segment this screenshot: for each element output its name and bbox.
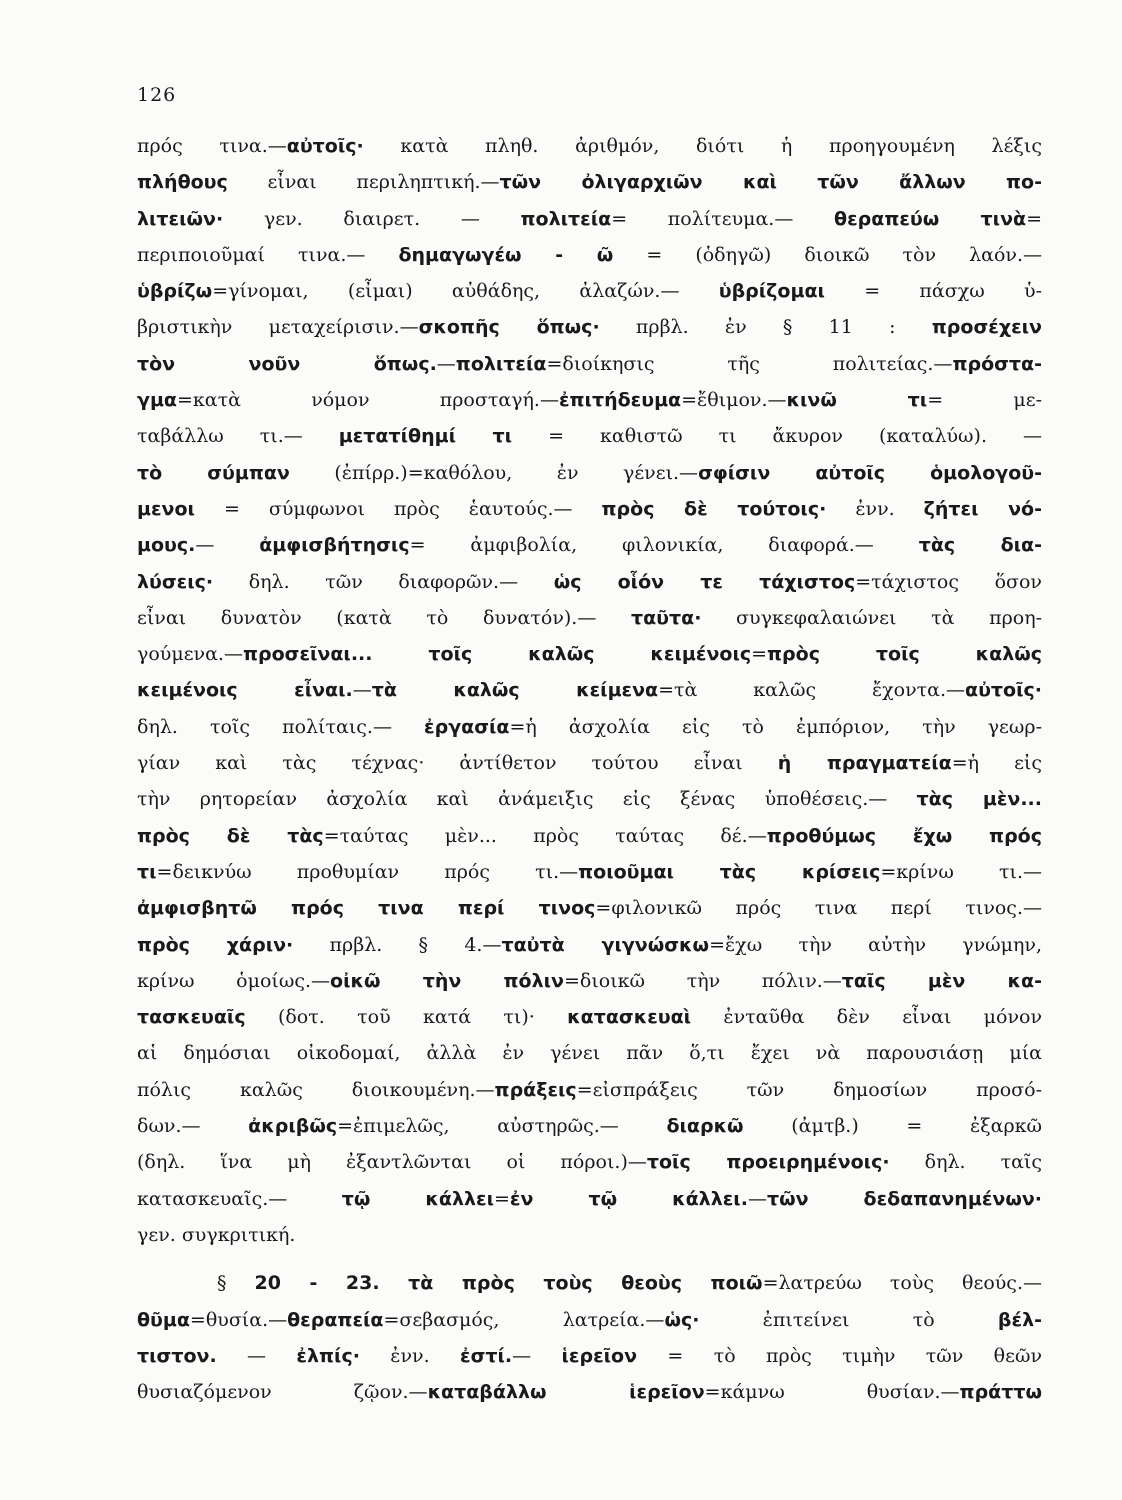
bold-term: λιτειῶν·	[137, 207, 224, 230]
paragraph	[137, 1265, 1042, 1410]
text-run: (δηλ. ἵνα μὴ ἐξαντλῶνται οἱ πόροι.)—	[137, 1151, 647, 1174]
text-line	[137, 1181, 1042, 1217]
text-line	[137, 1035, 1042, 1071]
text-run: —	[747, 1187, 767, 1210]
bold-term: τὰ καλῶς κείμενα	[371, 679, 659, 702]
text-line	[137, 201, 1042, 237]
text-line	[137, 890, 1042, 926]
text-line	[137, 309, 1042, 345]
text-run: =ἡ εἰς	[951, 752, 1042, 775]
text-run: §	[217, 1272, 255, 1295]
bold-term: πρὸς δὲ τούτοις·	[601, 497, 827, 520]
text-run: γεν. συγκριτική.	[137, 1223, 296, 1246]
text-run: =λατρεύω τοὺς θεούς.—	[762, 1272, 1042, 1295]
bold-term: προσέχειν	[931, 316, 1042, 339]
text-line	[137, 1217, 1042, 1253]
bold-term: αὐτοῖς·	[286, 135, 364, 157]
bold-term: οἰκῶ τὴν πόλιν	[330, 969, 564, 992]
text-line	[137, 273, 1042, 309]
bold-term: μετατίθημί τι	[338, 425, 513, 448]
bold-term: ζήτει νό-	[923, 497, 1042, 520]
bold-term: ταῖς μὲν κα-	[841, 969, 1042, 992]
bold-term: πρόστα-	[952, 352, 1042, 375]
text-line	[137, 564, 1042, 600]
text-run: πόλις καλῶς διοικουμένη.—	[137, 1078, 495, 1101]
text-line	[137, 527, 1042, 563]
bold-term: κινῶ τι	[786, 389, 928, 412]
text-run: =κατὰ νόμον προσταγή.—	[176, 389, 559, 412]
text-run: =θυσία.—	[189, 1308, 288, 1331]
text-run: (ἀμτβ.) = ἐξαρκῶ	[743, 1115, 1042, 1138]
bold-term: τοῖς προειρημένοις·	[646, 1151, 890, 1174]
text-run: =ἔχω τὴν αὐτὴν γνώμην,	[709, 933, 1042, 956]
text-run: κρίνω ὁμοίως.—	[137, 969, 331, 992]
text-run: (ἐπίρρ.)=καθόλου, ἐν γένει.—	[289, 461, 699, 484]
text-run: = τὸ πρὸς τιμὴν τῶν θεῶν	[637, 1344, 1042, 1367]
text-run: γεν. διαιρετ. —	[223, 207, 521, 230]
commentary-text	[137, 128, 1042, 1410]
text-run: =ἐπιμελῶς, αὐστηρῶς.—	[337, 1115, 667, 1138]
bold-term: ἐν τῷ κάλλει.	[509, 1187, 748, 1210]
text-run: = πολίτευμα.—	[611, 207, 835, 230]
bold-term: κατασκευαὶ	[567, 1006, 692, 1029]
text-run: συγκεφαλαιώνει τὰ προη-	[701, 606, 1042, 629]
bold-term: γμα	[137, 389, 177, 412]
text-line	[137, 164, 1042, 200]
bold-term: προθύμως ἔχω πρός	[766, 824, 1042, 847]
text-line	[137, 1108, 1042, 1144]
bold-term: ὑβρίζομαι	[718, 280, 825, 303]
text-run: =τὰ καλῶς ἔχοντα.—	[658, 679, 966, 702]
bold-term: θῦμα	[137, 1308, 190, 1331]
text-run: =διοίκησις τῆς πολιτείας.—	[546, 352, 953, 375]
text-run: =σεβασμός, λατρεία.—	[383, 1308, 665, 1331]
bold-term: πολιτεία	[520, 207, 612, 230]
text-run: = σύμφωνοι πρὸς ἑαυτούς.—	[194, 497, 602, 520]
text-run: γίαν καὶ τὰς τέχνας· ἀντίθετον τούτου εἶναι	[137, 752, 778, 775]
bold-term: αὐτοῖς·	[965, 679, 1042, 702]
bold-term: λύσεις·	[137, 570, 214, 593]
text-line	[137, 346, 1042, 382]
text-run: ἐνν.	[826, 497, 924, 520]
bold-term: ταῦτα·	[631, 606, 702, 629]
bold-term: τι	[137, 860, 157, 883]
bold-term: τὰς δια-	[918, 534, 1042, 557]
bold-term: πολιτεία	[455, 352, 547, 375]
text-run: —	[195, 534, 260, 557]
bold-term: ὡς οἷόν τε τάχιστος	[553, 570, 856, 593]
text-line	[137, 854, 1042, 890]
bold-term: μενοι	[137, 497, 195, 520]
bold-term: ἐργασία	[424, 715, 510, 738]
text-run: =γίνομαι, (εἶμαι) αὐθάδης, ἀλαζών.—	[212, 280, 719, 303]
text-run: = ἀμφιβολία, φιλονικία, διαφορά.—	[409, 534, 919, 557]
bold-term: τῷ κάλλει	[341, 1187, 494, 1210]
text-run: κατασκευαῖς.—	[137, 1187, 342, 1210]
text-run: = πάσχω ὑ-	[824, 280, 1042, 303]
text-run: =ταύτας μὲν... πρὸς ταύτας δέ.—	[323, 824, 767, 847]
bold-term: πρὸς χάριν·	[137, 933, 294, 956]
text-line	[137, 818, 1042, 854]
text-run: πρός τινα.—	[137, 135, 287, 157]
text-run: εἶναι δυνατὸν (κατὰ τὸ δυνατόν).—	[137, 606, 631, 629]
text-run: πρβλ. § 4.—	[293, 933, 502, 956]
bold-term: βέλ-	[997, 1308, 1042, 1331]
bold-term: τῶν δεδαπανημένων·	[766, 1187, 1042, 1210]
bold-term: ἱερεῖον	[561, 1344, 638, 1367]
text-run: =	[1026, 207, 1042, 230]
text-run: =ἡ ἀσχολία εἰς τὸ ἐμπόριον, τὴν γεωρ-	[509, 715, 1042, 738]
bold-term: διαρκῶ	[666, 1115, 744, 1138]
text-line	[137, 1302, 1042, 1338]
bold-term: πράττω	[959, 1381, 1042, 1404]
text-line	[137, 1338, 1042, 1374]
text-line	[137, 382, 1042, 418]
text-line	[137, 709, 1042, 745]
bold-term: θεραπεύω τινὰ	[834, 207, 1027, 230]
text-line	[137, 1265, 1042, 1301]
text-run: =εἰσπράξεις τῶν δημοσίων προσό-	[576, 1078, 1042, 1101]
text-run: δηλ. τῶν διαφορῶν.—	[213, 570, 554, 593]
text-run: ἐνν.	[359, 1344, 460, 1367]
text-line	[137, 1374, 1042, 1410]
text-line	[137, 999, 1042, 1035]
bold-term: τασκευαῖς	[137, 1006, 246, 1029]
text-run: —	[436, 352, 456, 375]
bold-term: τὸν νοῦν ὅπως.	[137, 352, 437, 375]
text-run: (δοτ. τοῦ κατά τι)·	[245, 1006, 568, 1029]
text-run: =ἔθιμον.—	[681, 389, 787, 412]
bold-term: πράξεις	[494, 1078, 577, 1101]
text-run: =κρίνω τι.—	[880, 860, 1042, 883]
bold-term: σκοπῆς ὅπως·	[418, 316, 600, 339]
bold-term: ἐστί.	[460, 1344, 513, 1367]
bold-term: ἀμφισβήτησις	[259, 534, 410, 557]
paragraph	[137, 128, 1042, 1253]
text-line	[137, 745, 1042, 781]
text-run: τὴν ρητορείαν ἀσχολία καὶ ἀνάμειξις εἰς ξένας ὑποθέσεις.—	[137, 788, 917, 811]
text-line	[137, 455, 1042, 491]
text-run: =	[493, 1187, 510, 1210]
text-run: =δεικνύω προθυμίαν πρός τι.—	[156, 860, 579, 883]
text-run: αἱ δημόσιαι οἰκοδομαί, ἀλλὰ ἐν γένει πᾶν ὅ,τι ἔχει νὰ παρουσιάσῃ μία	[137, 1042, 1042, 1065]
text-run: —	[216, 1344, 297, 1367]
text-line	[137, 963, 1042, 999]
bold-term: δημαγωγέω - ῶ	[398, 243, 614, 266]
bold-term: κειμένοις εἶναι.	[137, 679, 353, 702]
text-run: πρβλ. ἐν § 11 :	[599, 316, 932, 339]
text-run: =φιλονικῶ πρός τινα περί τινος.—	[595, 897, 1042, 920]
text-run: =διοικῶ τὴν πόλιν.—	[563, 969, 842, 992]
bold-term: 20 - 23. τὰ πρὸς τοὺς θεοὺς ποιῶ	[254, 1272, 763, 1295]
text-line	[137, 128, 1042, 164]
text-run: δηλ. ταῖς	[889, 1151, 1042, 1174]
text-line	[137, 781, 1042, 817]
text-run: ταβάλλω τι.—	[137, 425, 339, 448]
bold-term: ταὐτὰ γιγνώσκω	[501, 933, 710, 956]
text-line	[137, 237, 1042, 273]
text-run: —	[352, 679, 372, 702]
bold-term: τῶν ὀλιγαρχιῶν καὶ τῶν ἄλλων πο-	[499, 171, 1042, 194]
bold-term: ἡ πραγματεία	[777, 752, 952, 775]
bold-term: θεραπεία	[287, 1308, 384, 1331]
text-run: δηλ. τοῖς πολίταις.—	[137, 715, 425, 738]
bold-term: καταβάλλω ἱερεῖον	[427, 1381, 705, 1404]
text-run: =τάχιστος ὅσον	[855, 570, 1042, 593]
text-line	[137, 636, 1042, 672]
bold-term: ἐπιτήδευμα	[558, 389, 682, 412]
bold-term: τὸ σύμπαν	[137, 461, 290, 484]
text-run: ἐπιτείνει τὸ	[699, 1308, 998, 1331]
text-line	[137, 418, 1042, 454]
bold-term: τὰς μὲν...	[916, 788, 1042, 811]
bold-term: ἐλπίς·	[296, 1344, 360, 1367]
text-line	[137, 600, 1042, 636]
text-run: =	[751, 643, 768, 666]
text-run: κατὰ πληθ. ἀριθμόν, διότι ἡ προηγουμένη λέξις	[363, 135, 1042, 157]
page-number: 126	[137, 84, 177, 106]
text-line	[137, 672, 1042, 708]
text-run: ἐνταῦθα δὲν εἶναι μόνον	[691, 1006, 1042, 1029]
text-run: =κάμνω θυσίαν.—	[704, 1381, 960, 1404]
bold-term: σφίσιν αὐτοῖς ὁμολογοῦ-	[698, 461, 1042, 484]
bold-term: ἀμφισβητῶ πρός τινα περί τινος	[137, 897, 596, 920]
bold-term: πρὸς τοῖς καλῶς	[767, 643, 1042, 666]
text-run: βριστικὴν μεταχείρισιν.—	[137, 316, 419, 339]
text-run: = καθιστῶ τι ἄκυρον (καταλύω). —	[512, 425, 1042, 448]
bold-term: προσεῖναι... τοῖς καλῶς κειμένοις	[242, 643, 752, 666]
bold-term: ἀκριβῶς	[248, 1115, 338, 1138]
bold-term: μους.	[137, 534, 196, 557]
bold-term: ποιοῦμαι τὰς κρίσεις	[578, 860, 881, 883]
text-run: = με-	[927, 389, 1042, 412]
text-run: περιποιοῦμαί τινα.—	[137, 243, 399, 266]
text-run: δων.—	[137, 1115, 249, 1138]
bold-term: πλήθους	[137, 171, 228, 194]
text-run: γούμενα.—	[137, 643, 243, 666]
bold-term: πρὸς δὲ τὰς	[137, 824, 324, 847]
text-line	[137, 927, 1042, 963]
text-run: = (ὁδηγῶ) διοικῶ τὸν λαόν.—	[613, 243, 1042, 266]
bold-term: ὡς·	[664, 1308, 700, 1331]
bold-term: ὑβρίζω	[137, 280, 213, 303]
bold-term: τιστον.	[137, 1344, 217, 1367]
text-line	[137, 1072, 1042, 1108]
text-run: —	[512, 1344, 562, 1367]
text-run: εἶναι περιληπτική.—	[227, 171, 500, 194]
text-run: θυσιαζόμενον ζῷον.—	[137, 1381, 428, 1404]
text-line	[137, 491, 1042, 527]
text-line	[137, 1144, 1042, 1180]
